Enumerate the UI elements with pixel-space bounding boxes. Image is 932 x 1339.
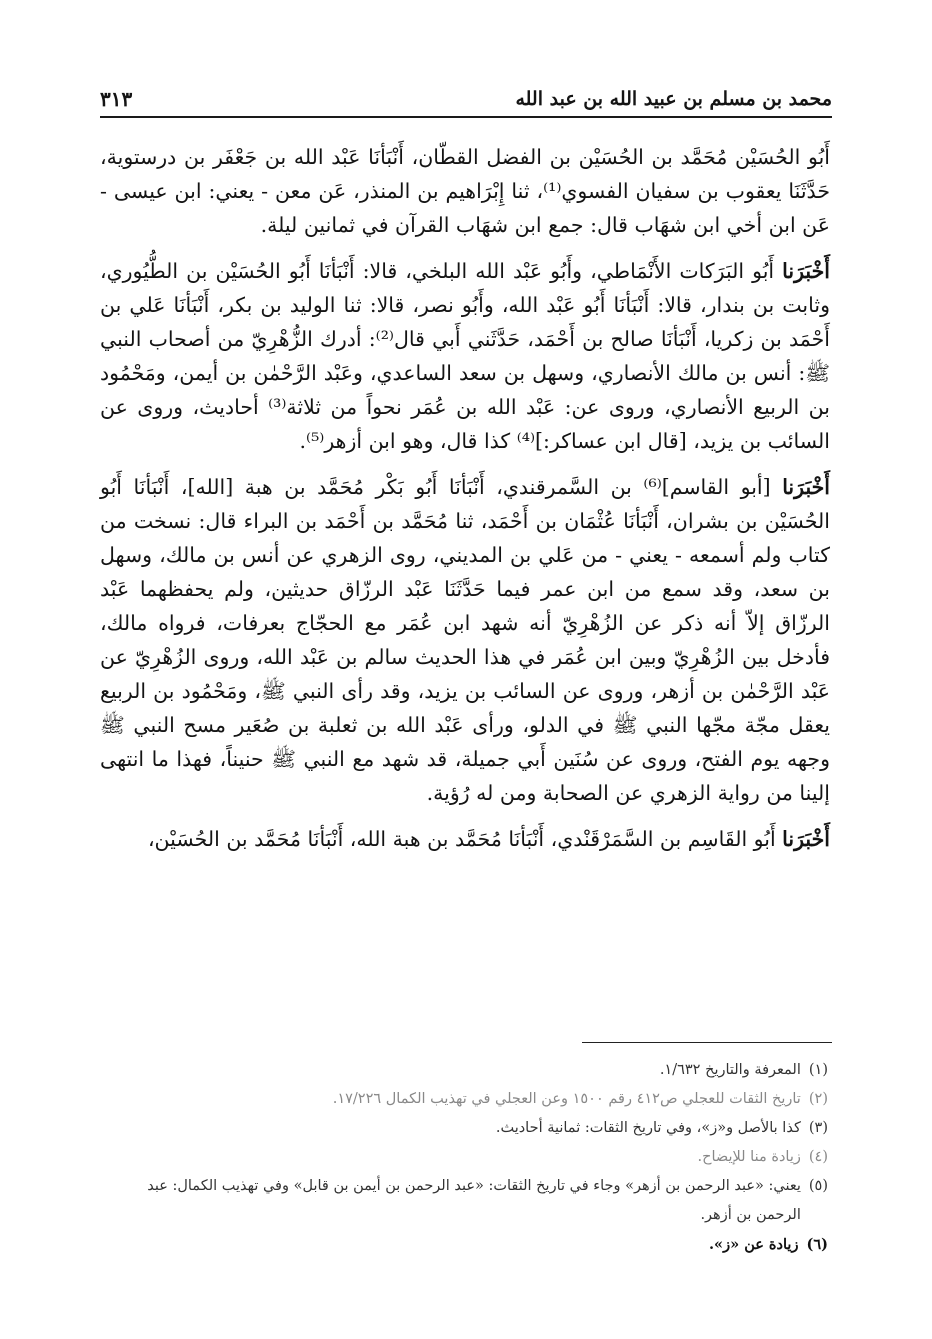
paragraph-3 bbox=[100, 470, 830, 810]
footnote-number: (٤) bbox=[808, 1149, 828, 1165]
footnote-2 bbox=[110, 1085, 828, 1114]
footnote-text: المعرفة والتاريخ ١/٦٣٢. bbox=[659, 1062, 801, 1078]
footnote-6 bbox=[110, 1230, 828, 1259]
footnotes bbox=[110, 1056, 828, 1259]
footnote-text: كذا بالأصل و«ز»، وفي تاريخ الثقات: ثمانية أحاديث. bbox=[495, 1120, 801, 1136]
page-number: ٣١٣ bbox=[100, 87, 133, 111]
paragraph-text: أَبُو القَاسِم بن السَّمَرْقَنْدي، أَنْبَأنَا مُحَمَّد بن هبة الله، أَنْبَأنَا مُحَمَّد بن الحُسَيْن، bbox=[147, 827, 783, 851]
footnote-3 bbox=[110, 1114, 828, 1143]
footnote-number: (٦) bbox=[806, 1236, 828, 1253]
footnote-number: (١) bbox=[808, 1062, 828, 1078]
footnote-text: زيادة منا للإيضاح. bbox=[697, 1149, 801, 1165]
footnote-number: (٣) bbox=[808, 1120, 828, 1136]
footnote-5 bbox=[110, 1172, 828, 1230]
paragraph-text: [أبو القاسم]⁽⁶⁾ بن السَّمرقندي، أَنْبَأنَا أَبُو بَكْر مُحَمَّد بن هبة [الله]، أَنْبَأنَا أَبُو الحُسَيْن بن بشران، أَنْبَأنَا عُثْمَان بن أَحْمَد، ثنا مُحَمَّد بن أَحْمَد بن البراء قال: نسخت من كتاب ولم أسمعه - يعني - من عَلي بن المديني، روى الزهري عن أنس بن مالك، وسهل بن سعد، وقد سمع من ابن عمر فيما حَدَّثَنَا عَبْد الرزّاق حديثين، ولم يحفظهما عَبْد الرزّاق إلاّ أنه ذكر عن الزُهْرِيّ أنه شهد ابن عُمَر مع الحجّاج بعرفات، فرواه مالك، فأدخل بين الزُهْرِيّ وبين ابن عُمَر في هذا الحديث سالم بن عَبْد الله، وروى الزُهْرِيّ عن عَبْد الرَّحْمٰن بن أزهر، وروى عن السائب بن يزيد، وقد رأى النبي ﷺ، ومَحْمُود بن الربيع يعقل مجّة مجّها النبي ﷺ في الدلو، ورأى عَبْد الله بن ثعلبة بن صُعَير مسح النبي ﷺ وجهه يوم الفتح، وروى عن سُنَين أَبي جميلة، قد شهد مع النبي ﷺ حنيناً، فهذا ما انتهى إلينا من رواية الزهري عن الصحابة ومن له رُؤية. bbox=[100, 475, 830, 805]
paragraph-4 bbox=[100, 822, 830, 856]
paragraph-lead: أَخْبَرَنا bbox=[782, 475, 831, 499]
footnote-separator bbox=[582, 1042, 832, 1043]
footnote-text: يعني: «عبد الرحمن بن أزهر» وجاء في تاريخ الثقات: «عبد الرحمن بن أيمن بن قابل» وفي تهذيب الكمال: عبد الرحمن بن أزهر. bbox=[147, 1178, 801, 1223]
footnote-4 bbox=[110, 1143, 828, 1172]
footnote-text: تاريخ الثقات للعجلي ص٤١٢ رقم ١٥٠٠ وعن العجلي في تهذيب الكمال ١٧/٢٢٦. bbox=[332, 1091, 801, 1107]
footnote-number: (٥) bbox=[808, 1178, 828, 1194]
main-text bbox=[100, 140, 830, 868]
paragraph-1 bbox=[100, 140, 830, 242]
paragraph-text: أَبُو البَرَكات الأَنْمَاطي، وأَبُو عَبْد الله البلخي، قالا: أَنْبَأنَا أَبُو الحُسَيْن بن الطُّيُوري، وثابت بن بندار، قالا: أَنْبَأنَا أَبُو عَبْد الله، وأَبُو نصر، قالا: ثنا الوليد بن بكر، أَنْبَأنَا عَلي بن أَحْمَد بن زكريا، أَنْبَأنَا صالح بن أَحْمَد، حَدَّثَني أَبي قال⁽²⁾: أدرك الزُّهْرِيّ من أصحاب النبي ﷺ: أنس بن مالك الأنصاري، وسهل بن سعد الساعدي، وعَبْد الرَّحْمٰن بن أيمن، ومَحْمُود بن الربيع الأنصاري، وروى عن: عَبْد الله بن عُمَر نحواً من ثلاثة⁽³⁾ أحاديث، وروى عن السائب بن يزيد، [قال ابن عساكر:]⁽⁴⁾ كذا قال، وهو ابن أزهر⁽⁵⁾. bbox=[100, 259, 830, 453]
paragraph-lead: أَخْبَرَنا bbox=[782, 827, 830, 851]
footnote-1 bbox=[110, 1056, 828, 1085]
paragraph-lead: أَخْبَرَنا bbox=[782, 259, 830, 283]
page-header bbox=[100, 82, 832, 118]
running-title: محمد بن مسلم بن عبيد الله بن عبد الله bbox=[515, 88, 832, 110]
paragraph-2 bbox=[100, 254, 830, 458]
footnote-number: (٢) bbox=[808, 1091, 828, 1107]
paragraph-text: أَبُو الحُسَيْن مُحَمَّد بن الحُسَيْن بن الفضل القطّان، أَنْبَأنَا عَبْد الله بن جَعْفَر بن درستوية، حَدَّثَنَا يعقوب بن سفيان الفسوي⁽¹⁾، ثنا إِبْرَاهيم بن المنذر، عَن معن - يعني: ابن عيسى - عَن ابن أخي ابن شهَاب قال: جمع ابن شهَاب القرآن في ثمانين ليلة. bbox=[100, 145, 830, 237]
footnote-text: زيادة عن «ز». bbox=[708, 1236, 799, 1253]
